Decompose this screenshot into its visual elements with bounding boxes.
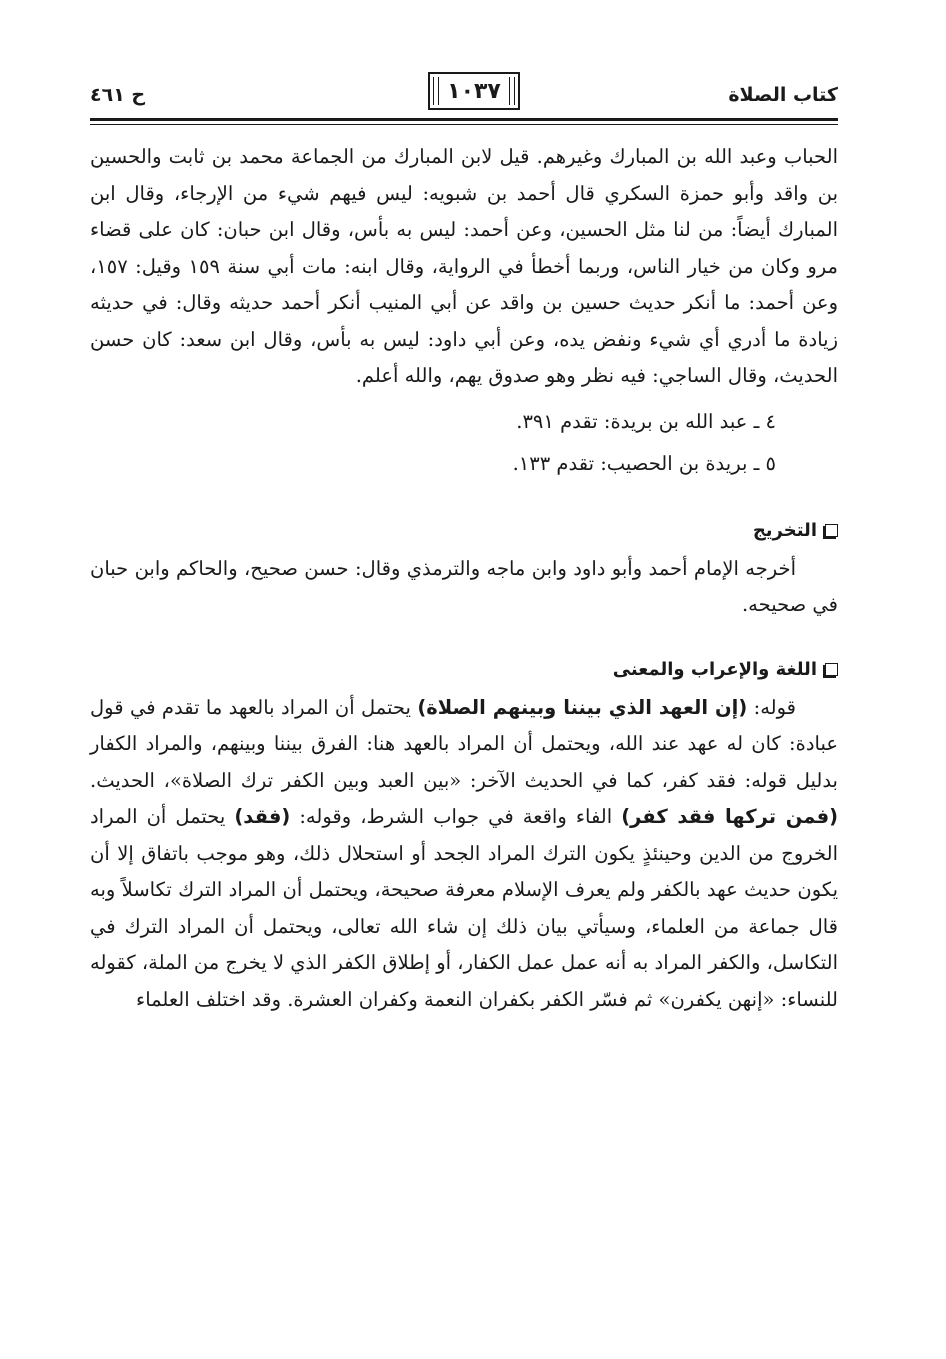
- narrator-item-5: ٥ ـ بريدة بن الحصيب: تقدم ١٣٣.: [512, 451, 776, 475]
- page-number-frame: [428, 72, 520, 110]
- header-rule-thick: [90, 118, 838, 121]
- language-text: [90, 690, 838, 1019]
- language-text-part-2: يحتمل أن المراد بالعهد ما تقدم في قول عبادة: كان له عهد عند الله، ويحتمل أن المراد بالعهد هنا: الفرق بيننا وبينهم، والمراد الكفار بدليل قوله: فقد كفر، كما في الحديث الآخر: «بين العبد وبين الكفر ترك الصلاة»، الحديث.: [90, 695, 838, 792]
- page-content: [90, 139, 838, 1018]
- checkbox-icon: [825, 663, 838, 676]
- narrators-paragraph: الحباب وعبد الله بن المبارك وغيرهم. قيل لابن المبارك من الجماعة محمد بن ثابت والحسين بن واقد وأبو حمزة السكري قال أحمد بن شبويه: ليس فيهم شيء من الإرجاء، وقال ابن المبارك أيضاً: من لنا مثل الحسين، وعن أحمد: ليس به بأس، وقال ابن حبان: كان على قضاء مرو وكان من خيار الناس، وربما أخطأ في الرواية، وقال ابنه: مات أبي سنة ١٥٩ وقيل: ١٥٧، وعن أحمد: ما أنكر حديث حسين بن واقد عن أبي المنيب أنكر أحمد حديثه وقال: في حديثه زيادة ما أدري أي شيء ونفض يده، وعن أبي داود: ليس به بأس، وقال ابن سعد: كان حسن الحديث، وقال الساجي: فيه نظر وهو صدوق يهم، والله أعلم.: [90, 145, 838, 387]
- takhrij-title: التخريج: [752, 519, 817, 541]
- book-page: [90, 70, 838, 1340]
- header-rule-thin: [90, 124, 838, 125]
- page-number: ١٠٣٧: [447, 78, 501, 104]
- takhrij-text: أخرجه الإمام أحمد وأبو داود وابن ماجه والترمذي وقال: حسن صحيح، والحاكم وابن حبان في صحيحه.: [90, 556, 838, 616]
- checkbox-icon: [825, 524, 838, 537]
- narrator-item-4: ٤ ـ عبد الله بن بريدة: تقدم ٣٩١.: [516, 409, 776, 433]
- language-text-part-4: يحتمل أن المراد الخروج من الدين وحينئذٍ يكون الترك المراد الجحد أو استحلال ذلك، وهو موجب باتفاق إلا أن يكون حديث عهد بالكفر ولم يعرف الإسلام معرفة صحيحة، ويحتمل أن المراد الترك تكاسلاً وبه قال جماعة من العلماء، وسيأتي بيان ذلك إن شاء الله تعالى، ويحتمل أن المراد الترك في التكاسل، والكفر المراد به أنه عمل عمل الكفار، أو إطلاق الكفر الذي لا يخرج من الملة، كقوله للنساء: «إنهن يكفرن» ثم فسّر الكفر بكفران النعمة وكفران العشرة. وقد اختلف العلماء: [90, 805, 838, 1011]
- quoted-hadith-2: (فمن تركها فقد كفر): [621, 805, 839, 828]
- book-title: كتاب الصلاة: [728, 84, 838, 106]
- page-header: [90, 70, 838, 114]
- takhrij-heading: [90, 515, 838, 547]
- hadith-number: ح ٤٦١: [90, 84, 146, 106]
- language-text-part-3: الفاء واقعة في جواب الشرط، وقوله:: [290, 805, 622, 828]
- quoted-hadith-3: (فقد): [234, 805, 291, 828]
- language-title: اللغة والإعراب والمعنى: [612, 658, 817, 680]
- language-text-part-1: قوله:: [747, 695, 796, 719]
- quoted-hadith-1: (إن العهد الذي بيننا وبينهم الصلاة): [417, 695, 748, 719]
- language-heading: [90, 654, 838, 686]
